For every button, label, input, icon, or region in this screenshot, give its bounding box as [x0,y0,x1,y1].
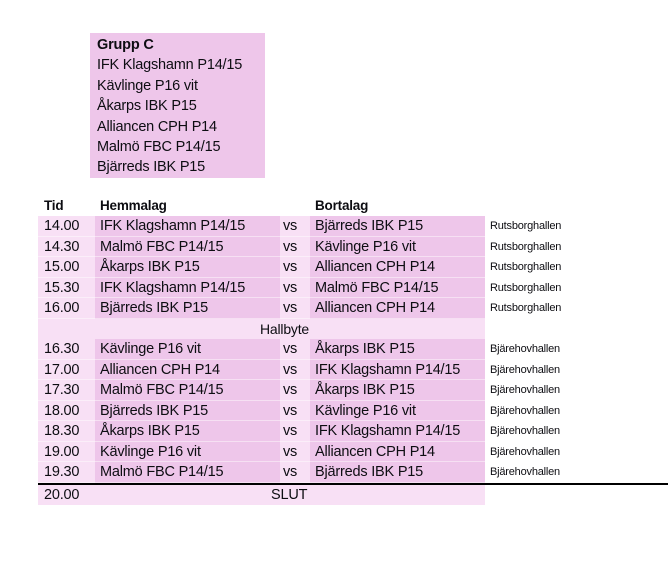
match-time: 16.00 [38,298,95,319]
vs-label: vs [280,298,310,319]
group-box [90,33,265,178]
vs-label: vs [280,380,310,401]
venue-label: Rutsborghallen [490,220,562,232]
vs-label: vs [280,462,310,483]
away-team: Malmö FBC P14/15 [310,278,485,299]
schedule-row [38,401,668,422]
end-row [38,485,668,506]
match-time: 19.30 [38,462,95,483]
vs-label: vs [280,339,310,360]
hall-change-band [38,319,485,340]
vs-label: vs [280,257,310,278]
group-team: IFK Klagshamn P14/15 [97,57,243,74]
home-team: Bjärreds IBK P15 [95,298,280,319]
schedule-row [38,380,668,401]
away-team: Åkarps IBK P15 [310,380,485,401]
match-time: 14.00 [38,216,95,237]
away-team: Alliancen CPH P14 [310,442,485,463]
vs-label: vs [280,237,310,258]
venue-label: Bjärehovhallen [490,384,560,396]
away-team: Kävlinge P16 vit [310,237,485,258]
venue-label: Bjärehovhallen [490,466,560,478]
group-team: Kävlinge P16 vit [97,77,198,94]
schedule-row [38,421,668,442]
schedule-header-row [38,196,668,216]
group-team: Alliancen CPH P14 [97,118,217,135]
home-team: Malmö FBC P14/15 [95,462,280,483]
schedule-row [38,237,668,258]
match-time: 15.00 [38,257,95,278]
end-time: 20.00 [44,486,80,503]
venue-label: Rutsborghallen [490,261,562,273]
home-team: Malmö FBC P14/15 [95,380,280,401]
away-team: Alliancen CPH P14 [310,257,485,278]
venue-label: Rutsborghallen [490,240,562,253]
hall-change-row [38,319,668,340]
vs-label: vs [280,442,310,463]
match-time: 14.30 [38,237,95,258]
away-team: Bjärreds IBK P15 [310,462,485,483]
schedule-table [38,196,668,505]
schedule-row [38,339,668,360]
header-away: Bortalag [315,198,369,213]
schedule-row [38,442,668,463]
venue-label: Rutsborghallen [490,302,562,314]
schedule-row [38,216,668,237]
away-team: IFK Klagshamn P14/15 [310,421,485,442]
venue-label: Bjärehovhallen [490,343,560,355]
home-team: IFK Klagshamn P14/15 [95,278,280,299]
match-time: 17.30 [38,380,95,401]
vs-label: vs [280,278,310,299]
schedule-row [38,360,668,381]
schedule-row [38,298,668,319]
match-time: 17.00 [38,360,95,381]
home-team: Åkarps IBK P15 [95,257,280,278]
match-time: 16.30 [38,339,95,360]
match-time: 15.30 [38,278,95,299]
vs-label: vs [280,421,310,442]
vs-label: vs [280,401,310,422]
match-time: 18.30 [38,421,95,442]
end-band [38,485,485,506]
schedule-row [38,462,668,485]
venue-label: Bjärehovhallen [490,445,560,458]
group-team: Bjärreds IBK P15 [97,159,206,176]
home-team: Alliancen CPH P14 [95,360,280,381]
venue-label: Bjärehovhallen [490,363,560,376]
venue-label: Rutsborghallen [490,281,562,294]
home-team: Kävlinge P16 vit [95,339,280,360]
away-team: Kävlinge P16 vit [310,401,485,422]
end-label: SLUT [271,486,308,503]
group-title: Grupp C [97,37,154,53]
away-team: Åkarps IBK P15 [310,339,485,360]
home-team: IFK Klagshamn P14/15 [95,216,280,237]
away-team: Alliancen CPH P14 [310,298,485,319]
group-team: Åkarps IBK P15 [97,98,197,115]
match-time: 18.00 [38,401,95,422]
vs-label: vs [280,216,310,237]
home-team: Malmö FBC P14/15 [95,237,280,258]
away-team: Bjärreds IBK P15 [310,216,485,237]
away-team: IFK Klagshamn P14/15 [310,360,485,381]
header-home: Hemmalag [100,198,167,213]
match-time: 19.00 [38,442,95,463]
header-vs-spacer [280,196,310,216]
group-team: Malmö FBC P14/15 [97,139,221,156]
home-team: Bjärreds IBK P15 [95,401,280,422]
vs-label: vs [280,360,310,381]
hall-change-label: Hallbyte [260,320,309,337]
header-time: Tid [44,198,64,213]
home-team: Åkarps IBK P15 [95,421,280,442]
venue-label: Bjärehovhallen [490,404,560,417]
home-team: Kävlinge P16 vit [95,442,280,463]
schedule-row [38,257,668,278]
schedule-row [38,278,668,299]
venue-label: Bjärehovhallen [490,425,560,437]
